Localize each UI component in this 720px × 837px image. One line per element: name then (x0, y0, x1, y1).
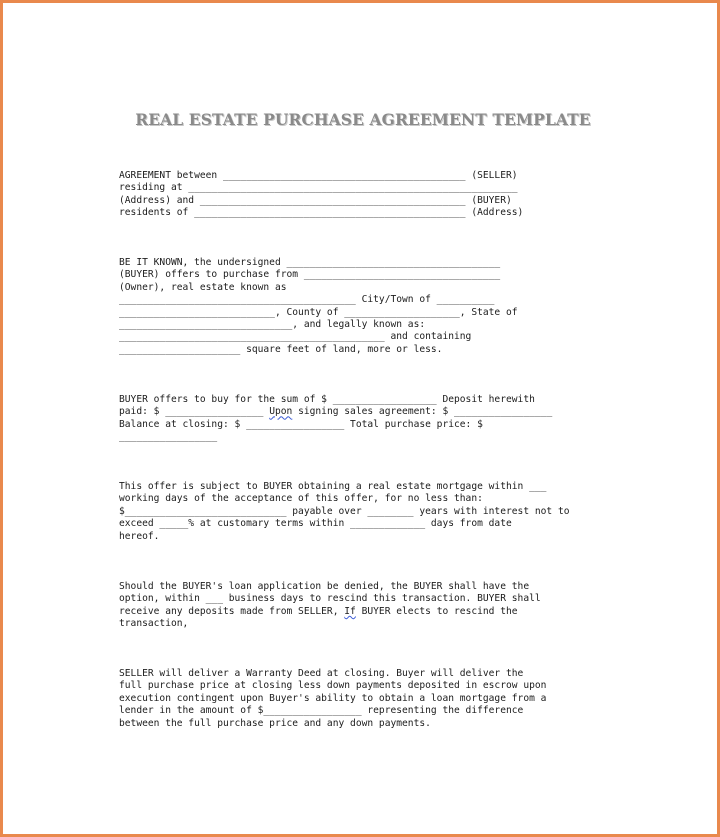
text-line: BUYER offers to buy for the sum of $ __________________ Deposit herewith (119, 394, 535, 405)
text-line: ______________________________, and legally known as: (119, 318, 426, 330)
text-line: This offer is subject to BUYER obtaining a real estate mortgage within ___ (119, 481, 547, 492)
text-line: (Address) and ______________________________________________ (BUYER) (119, 194, 512, 206)
text-line: lender in the amount of $_________________ representing the difference (119, 705, 524, 717)
text-line: SELLER will deliver a Warranty Deed at closing. Buyer will deliver the (119, 668, 524, 679)
text-line: (BUYER) offers to purchase from __________________________________ (119, 269, 501, 281)
section-parties (119, 170, 619, 220)
spellcheck-mark: If (344, 605, 356, 617)
text-line: (Owner), real estate known as (119, 281, 287, 293)
text-line: residents of _______________________________________________ (Address) (119, 207, 524, 219)
text-line: BE IT KNOWN, the undersigned _____________________________________ (119, 257, 501, 268)
text-line: receive any deposits made from SELLER, If BUYER elects to rescind the (119, 605, 518, 617)
document-title: REAL ESTATE PURCHASE AGREEMENT TEMPLATE (135, 110, 591, 129)
text-line: AGREEMENT between __________________________________________ (SELLER) (119, 170, 518, 181)
section-mortgage (119, 481, 619, 543)
text-line: execution contingent upon Buyer's ability to obtain a loan mortgage from a (119, 692, 547, 704)
spellcheck-mark: Upon (269, 406, 293, 418)
text-line: _________________________________________ City/Town of __________ (119, 294, 495, 306)
section-warranty-deed (119, 668, 619, 730)
section-price (119, 394, 619, 444)
text-line: hereof. (119, 530, 160, 542)
text-line: paid: $ _________________ Upon signing sales agreement: $ _________________ (119, 406, 553, 418)
text-line: _________________ (119, 431, 218, 443)
text-line: ___________________________, County of ____________________, State of (119, 306, 518, 318)
text-line: Balance at closing: $ _________________ Total purchase price: $ (119, 418, 483, 430)
text-line: _____________________ square feet of land, more or less. (119, 343, 443, 355)
text-line: Should the BUYER's loan application be denied, the BUYER shall have the (119, 581, 530, 592)
text-line: option, within ___ business days to rescind this transaction. BUYER shall (119, 593, 541, 605)
text-line: ______________________________________________ and containing (119, 331, 472, 343)
text-line: transaction, (119, 618, 189, 630)
section-loan-denial (119, 581, 619, 631)
text-line: full purchase price at closing less down payments deposited in escrow upon (119, 680, 547, 692)
text-line: $____________________________ payable over ________ years with interest not to (119, 505, 570, 517)
text-line: residing at _________________________________________________________ (119, 182, 518, 194)
text-line: working days of the acceptance of this offer, for no less than: (119, 493, 483, 505)
text-line: between the full purchase price and any down payments. (119, 717, 431, 729)
section-property (119, 257, 619, 356)
text-line: exceed _____% at customary terms within _____________ days from date (119, 518, 512, 530)
